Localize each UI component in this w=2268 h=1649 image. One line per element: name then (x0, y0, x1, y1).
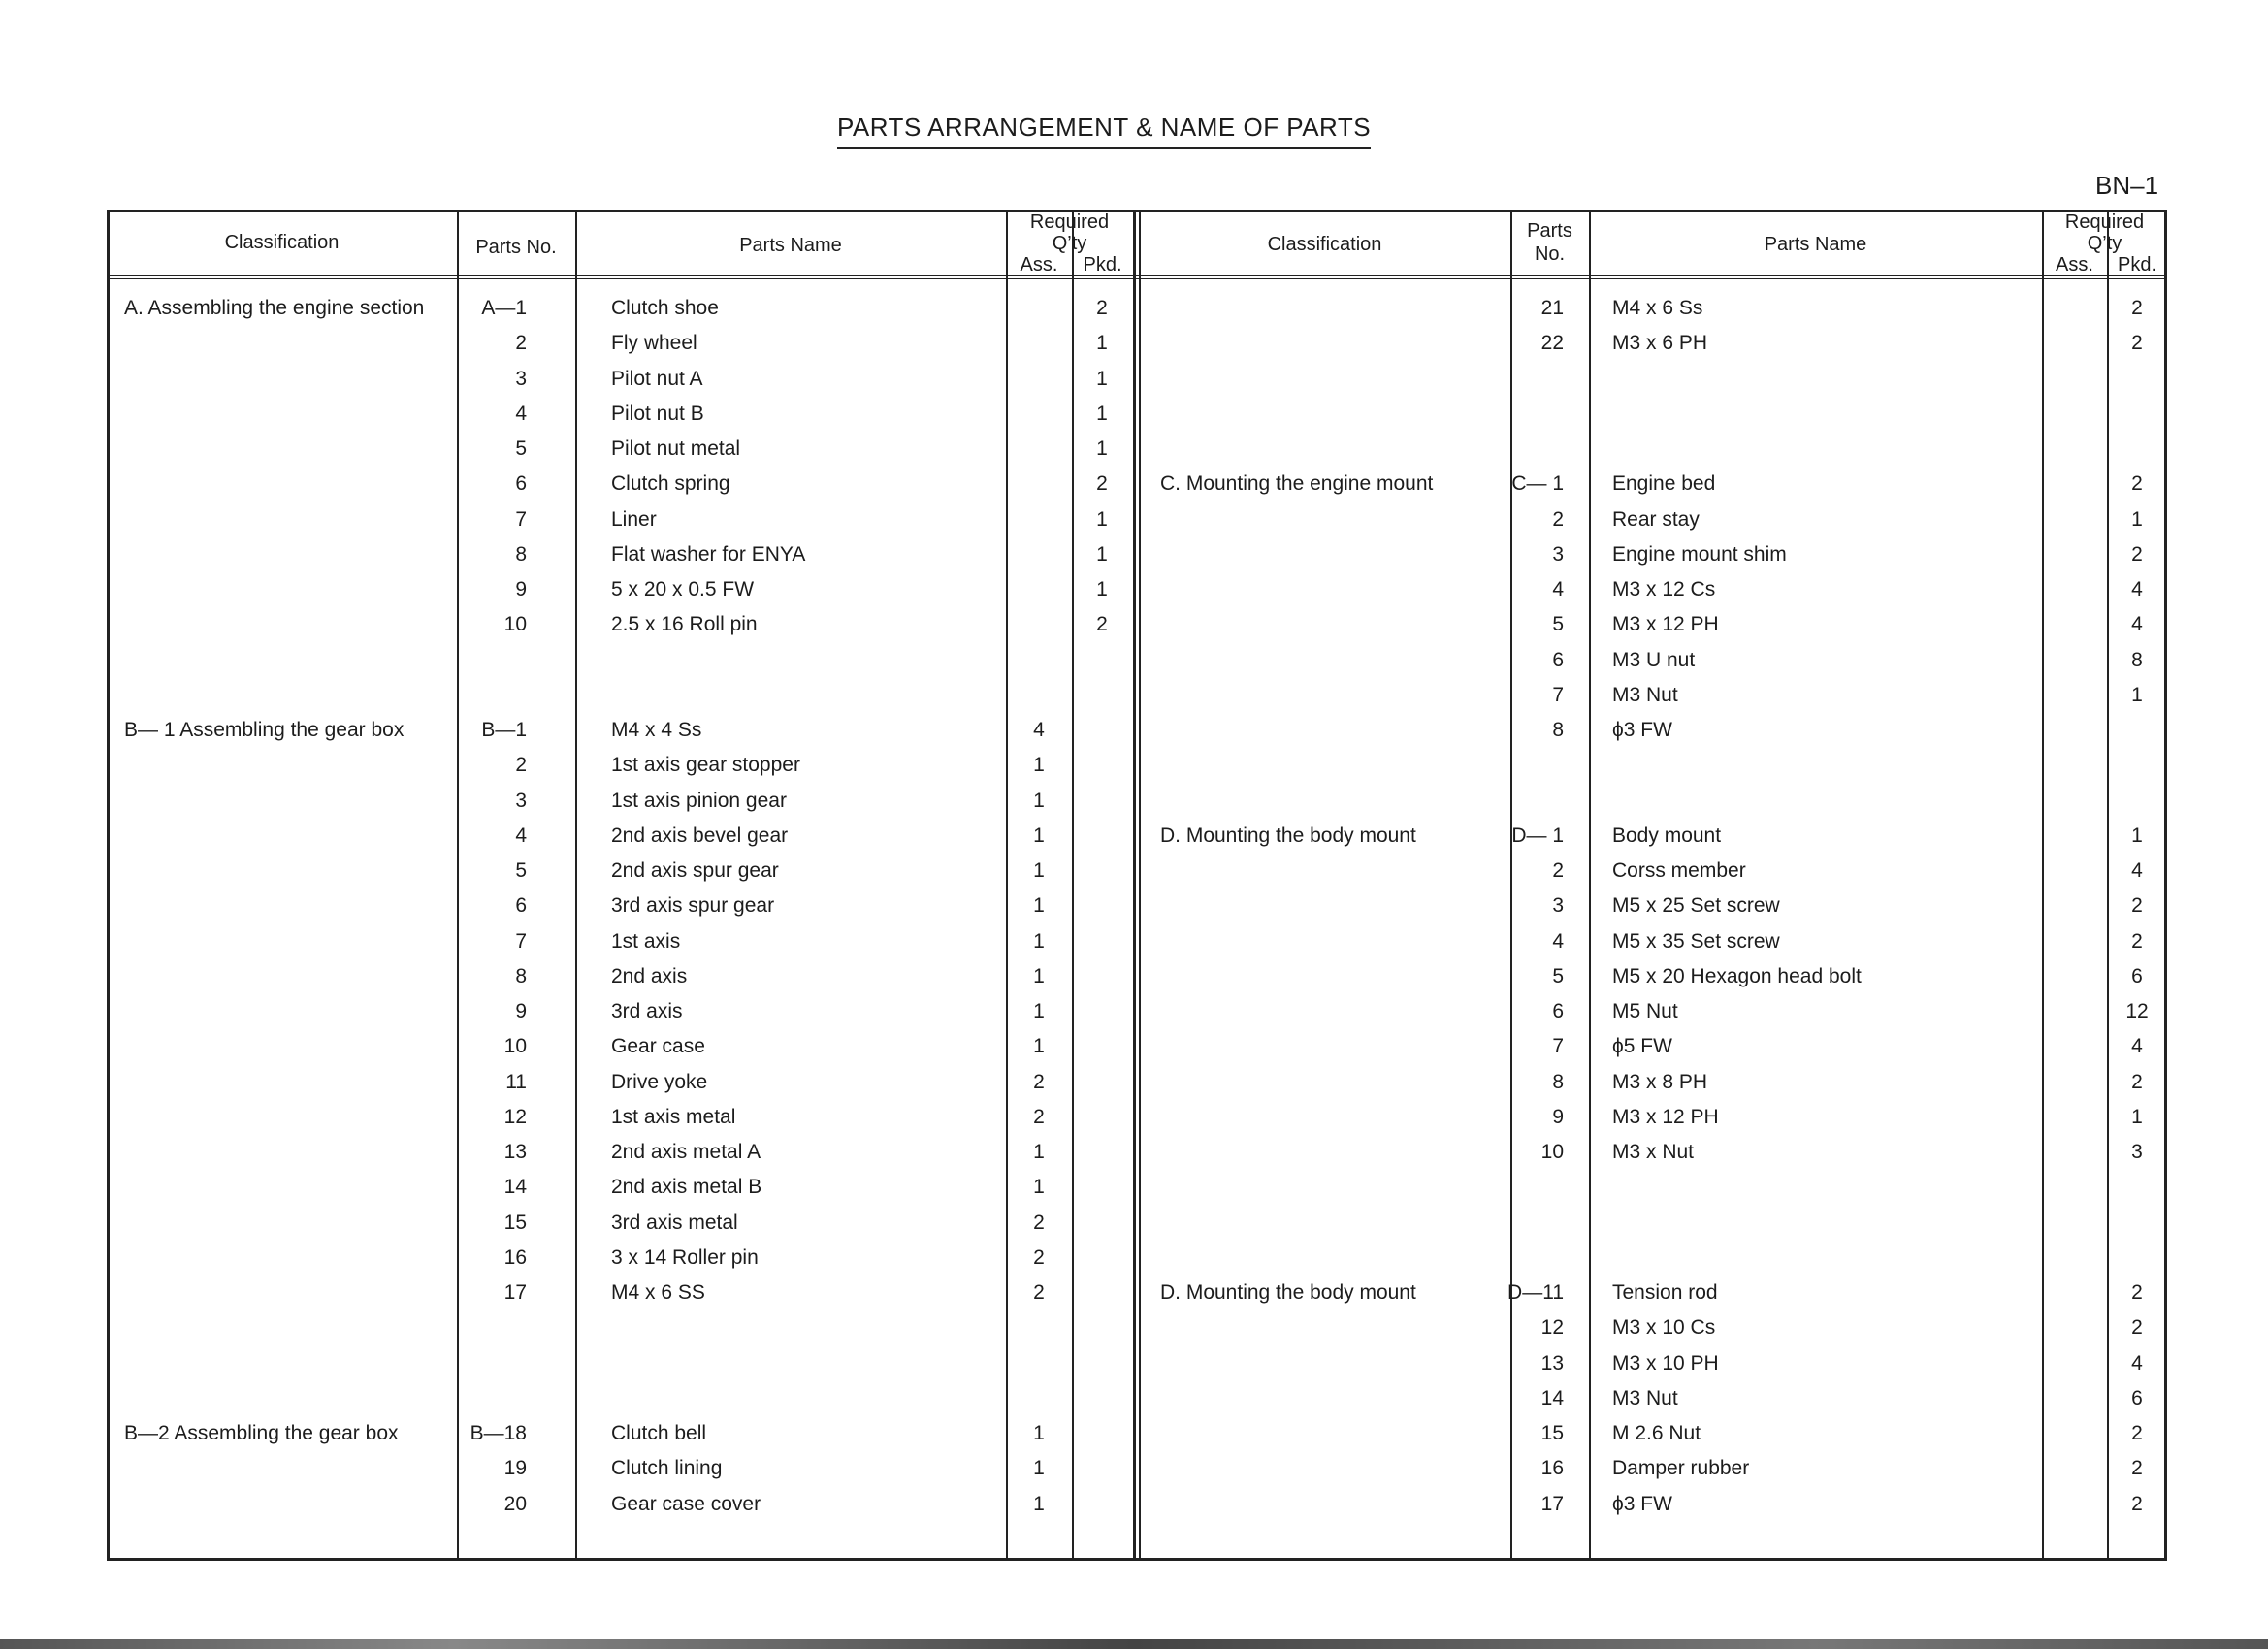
part-name: Engine bed (1612, 472, 1716, 496)
part-name: M3 x 12 Cs (1612, 578, 1716, 600)
qty-packed: 1 (2131, 507, 2143, 531)
header-qty: Q’ty (1052, 233, 1087, 254)
part-number: 8 (1552, 1070, 1564, 1093)
part-number: 20 (503, 1492, 527, 1515)
part-number: 6 (515, 472, 527, 496)
header-parts-name: Parts Name (739, 235, 842, 256)
header-ass: Ass. (1020, 254, 1058, 275)
half-divider (1139, 210, 1141, 1561)
qty-packed: 1 (1096, 402, 1108, 425)
qty-assembled: 2 (1033, 1211, 1045, 1234)
part-number: 19 (503, 1457, 527, 1480)
qty-packed: 2 (2131, 297, 2143, 319)
header-rule (107, 275, 2167, 279)
part-name: 2nd axis spur gear (611, 859, 779, 882)
header-qty-right: Q’ty (2087, 233, 2122, 254)
qty-packed: 1 (1096, 437, 1108, 460)
part-number: 15 (503, 1211, 527, 1234)
part-name: Tension rod (1612, 1281, 1718, 1304)
qty-packed: 1 (2131, 1105, 2143, 1128)
qty-packed: 4 (2131, 613, 2143, 636)
col-divider (1072, 210, 1074, 1561)
part-name: M 2.6 Nut (1612, 1422, 1701, 1444)
part-name: 1st axis gear stopper (611, 754, 800, 777)
part-number: 8 (1552, 719, 1564, 741)
qty-assembled: 1 (1033, 859, 1045, 882)
part-number: 5 (1552, 613, 1564, 636)
part-number: 13 (1540, 1351, 1564, 1374)
scan-edge (0, 1639, 2268, 1649)
col-divider (2042, 210, 2044, 1561)
part-number: 10 (1540, 1141, 1564, 1163)
part-name: M3 x 8 PH (1612, 1070, 1708, 1093)
section-classification: B—2 Assembling the gear box (124, 1422, 399, 1444)
part-name: Corss member (1612, 859, 1746, 882)
part-number: 6 (1552, 1000, 1564, 1022)
qty-packed: 2 (2131, 542, 2143, 566)
part-name: Drive yoke (611, 1070, 708, 1093)
qty-packed: 1 (1096, 542, 1108, 566)
part-number: 6 (515, 894, 527, 918)
qty-packed: 4 (2131, 859, 2143, 882)
qty-packed: 8 (2131, 648, 2143, 671)
qty-packed: 4 (2131, 1035, 2143, 1058)
part-name: M3 x 6 PH (1612, 332, 1708, 355)
part-name: Liner (611, 507, 657, 531)
part-name: M5 x 20 Hexagon head bolt (1612, 964, 1862, 987)
qty-packed: 2 (2131, 1422, 2143, 1444)
part-number: 9 (515, 1000, 527, 1022)
part-number: B—18 (470, 1422, 527, 1444)
qty-packed: 1 (2131, 824, 2143, 847)
part-number: 4 (515, 402, 527, 425)
qty-assembled: 1 (1033, 789, 1045, 812)
part-number: 5 (1552, 964, 1564, 987)
qty-assembled: 4 (1033, 719, 1045, 741)
part-number: 2 (515, 754, 527, 777)
qty-packed: 3 (2131, 1141, 2143, 1163)
part-name: M4 x 6 SS (611, 1281, 705, 1304)
qty-assembled: 1 (1033, 1035, 1045, 1058)
part-name: 3rd axis metal (611, 1211, 738, 1234)
part-name: M3 Nut (1612, 1386, 1678, 1409)
part-name: Flat washer for ENYA (611, 542, 806, 566)
col-divider (2107, 210, 2109, 1561)
part-name: M3 x Nut (1612, 1141, 1695, 1163)
qty-assembled: 1 (1033, 964, 1045, 987)
part-number: 3 (1552, 894, 1564, 918)
header-parts-name-right: Parts Name (1764, 234, 1867, 255)
parts-table-frame (107, 210, 2167, 1561)
part-name: M3 x 12 PH (1612, 1105, 1719, 1128)
part-name: M5 x 35 Set screw (1612, 929, 1780, 953)
part-name: M3 x 10 PH (1612, 1351, 1719, 1374)
qty-packed: 1 (1096, 332, 1108, 355)
qty-assembled: 1 (1033, 1141, 1045, 1163)
qty-assembled: 1 (1033, 824, 1045, 847)
qty-packed: 2 (2131, 1070, 2143, 1093)
half-divider (1133, 210, 1136, 1561)
qty-packed: 2 (2131, 1492, 2143, 1515)
qty-packed: 4 (2131, 1351, 2143, 1374)
part-name: 3rd axis (611, 1000, 683, 1022)
part-number: 3 (515, 789, 527, 812)
qty-packed: 2 (2131, 1457, 2143, 1480)
page-title: PARTS ARRANGEMENT & NAME OF PARTS (837, 113, 1371, 149)
part-name: 2nd axis metal A (611, 1141, 761, 1163)
header-pkd-right: Pkd. (2117, 254, 2157, 275)
header-parts-no: Parts No. (475, 237, 557, 258)
part-name: 2nd axis bevel gear (611, 824, 789, 847)
part-name: Rear stay (1612, 507, 1700, 531)
part-name: M3 U nut (1612, 648, 1696, 671)
col-divider (1006, 210, 1008, 1561)
part-name: M5 Nut (1612, 1000, 1678, 1022)
part-number: 10 (503, 613, 527, 636)
qty-packed: 1 (2131, 683, 2143, 706)
part-name: Pilot nut B (611, 402, 704, 425)
part-number: 8 (515, 964, 527, 987)
part-name: Clutch spring (611, 472, 730, 496)
part-name: Pilot nut A (611, 367, 703, 390)
part-number: D— 1 (1511, 824, 1564, 847)
part-number: 13 (503, 1141, 527, 1163)
part-number: 6 (1552, 648, 1564, 671)
part-name: 3rd axis spur gear (611, 894, 775, 918)
part-number: 9 (1552, 1105, 1564, 1128)
part-name: Engine mount shim (1612, 542, 1787, 566)
part-name: 2nd axis metal B (611, 1176, 762, 1199)
part-number: 12 (1540, 1316, 1564, 1340)
section-classification: D. Mounting the body mount (1160, 824, 1416, 847)
part-number: B—1 (481, 719, 527, 741)
qty-assembled: 2 (1033, 1281, 1045, 1304)
qty-packed: 4 (2131, 578, 2143, 600)
part-name: Body mount (1612, 824, 1722, 847)
col-divider (575, 210, 577, 1561)
qty-packed: 2 (2131, 1281, 2143, 1304)
col-divider (1589, 210, 1591, 1561)
header-required-right: Required (2064, 211, 2145, 233)
part-name: ϕ5 FW (1612, 1035, 1672, 1058)
qty-assembled: 2 (1033, 1245, 1045, 1269)
part-number: 17 (503, 1281, 527, 1304)
part-name: M4 x 4 Ss (611, 719, 702, 741)
part-number: 17 (1540, 1492, 1564, 1515)
part-name: M3 Nut (1612, 683, 1678, 706)
part-number: 2 (1552, 859, 1564, 882)
qty-assembled: 1 (1033, 1457, 1045, 1480)
part-name: Clutch shoe (611, 297, 719, 319)
qty-packed: 1 (1096, 578, 1108, 600)
part-number: 7 (1552, 683, 1564, 706)
section-classification: B— 1 Assembling the gear box (124, 719, 405, 741)
qty-packed: 1 (1096, 507, 1108, 531)
header-pkd: Pkd. (1083, 254, 1122, 275)
part-number: 12 (503, 1105, 527, 1128)
header-classification: Classification (224, 232, 340, 253)
qty-assembled: 1 (1033, 1000, 1045, 1022)
part-number: 3 (1552, 542, 1564, 566)
qty-assembled: 1 (1033, 1422, 1045, 1444)
part-number: 14 (1540, 1386, 1564, 1409)
part-number: 5 (515, 859, 527, 882)
part-name: M4 x 6 Ss (1612, 297, 1703, 319)
qty-assembled: 1 (1033, 929, 1045, 953)
qty-packed: 2 (2131, 332, 2143, 355)
part-number: 4 (1552, 929, 1564, 953)
part-name: ϕ3 FW (1612, 719, 1672, 741)
part-number: 15 (1540, 1422, 1564, 1444)
part-name: Gear case (611, 1035, 705, 1058)
qty-packed: 2 (2131, 929, 2143, 953)
part-name: 5 x 20 x 0.5 FW (611, 578, 755, 600)
qty-packed: 2 (2131, 1316, 2143, 1340)
header-parts-no-right: Parts No. (1527, 220, 1572, 265)
qty-packed: 2 (1096, 613, 1108, 636)
part-name: Gear case cover (611, 1492, 761, 1515)
part-number: 21 (1540, 297, 1564, 319)
part-number: 16 (1540, 1457, 1564, 1480)
part-name: M5 x 25 Set screw (1612, 894, 1780, 918)
part-name: Clutch bell (611, 1422, 707, 1444)
qty-packed: 1 (1096, 367, 1108, 390)
part-name: M3 x 12 PH (1612, 613, 1719, 636)
qty-packed: 2 (1096, 472, 1108, 496)
header-classification-right: Classification (1267, 234, 1382, 255)
part-number: 10 (503, 1035, 527, 1058)
part-number: 8 (515, 542, 527, 566)
part-name: 2nd axis (611, 964, 688, 987)
qty-packed: 2 (1096, 297, 1108, 319)
part-number: 5 (515, 437, 527, 460)
section-classification: C. Mounting the engine mount (1160, 472, 1434, 496)
qty-assembled: 2 (1033, 1105, 1045, 1128)
section-classification: A. Assembling the engine section (124, 297, 425, 319)
qty-assembled: 1 (1033, 1176, 1045, 1199)
part-name: M3 x 10 Cs (1612, 1316, 1716, 1340)
part-number: A—1 (481, 297, 527, 319)
part-number: D—11 (1507, 1281, 1564, 1304)
part-number: 7 (1552, 1035, 1564, 1058)
part-name: ϕ3 FW (1612, 1492, 1672, 1515)
part-name: Pilot nut metal (611, 437, 741, 460)
part-number: 4 (1552, 578, 1564, 600)
part-number: 7 (515, 507, 527, 531)
qty-assembled: 1 (1033, 894, 1045, 918)
qty-assembled: 1 (1033, 754, 1045, 777)
part-number: 3 (515, 367, 527, 390)
qty-packed: 12 (2125, 1000, 2149, 1022)
qty-packed: 2 (2131, 472, 2143, 496)
part-number: 22 (1540, 332, 1564, 355)
part-name: 3 x 14 Roller pin (611, 1245, 759, 1269)
part-number: 2 (1552, 507, 1564, 531)
part-number: 11 (505, 1070, 527, 1093)
part-name: 1st axis pinion gear (611, 789, 787, 812)
part-name: 1st axis metal (611, 1105, 736, 1128)
part-number: 2 (515, 332, 527, 355)
header-ass-right: Ass. (2056, 254, 2093, 275)
part-name: 2.5 x 16 Roll pin (611, 613, 758, 636)
part-number: C— 1 (1511, 472, 1564, 496)
part-name: 1st axis (611, 929, 681, 953)
qty-packed: 6 (2131, 964, 2143, 987)
section-classification: D. Mounting the body mount (1160, 1281, 1416, 1304)
part-number: 9 (515, 578, 527, 600)
qty-assembled: 2 (1033, 1070, 1045, 1093)
qty-packed: 6 (2131, 1386, 2143, 1409)
part-number: 4 (515, 824, 527, 847)
qty-assembled: 1 (1033, 1492, 1045, 1515)
part-name: Damper rubber (1612, 1457, 1750, 1480)
sheet-code: BN–1 (2095, 171, 2159, 200)
part-name: Fly wheel (611, 332, 697, 355)
part-number: 14 (503, 1176, 527, 1199)
header-required: Required (1029, 211, 1110, 233)
part-number: 16 (503, 1245, 527, 1269)
part-number: 7 (515, 929, 527, 953)
part-name: Clutch lining (611, 1457, 723, 1480)
qty-packed: 2 (2131, 894, 2143, 918)
